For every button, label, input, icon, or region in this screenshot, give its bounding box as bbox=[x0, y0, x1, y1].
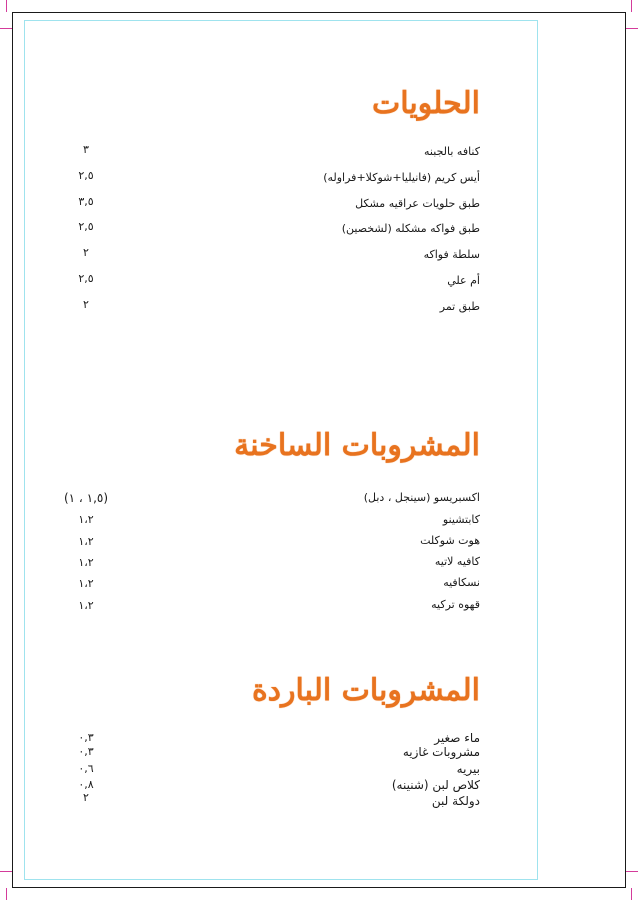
menu-item-price: ٠,٣ bbox=[78, 731, 94, 744]
menu-item-price: ٢,٥ bbox=[78, 272, 94, 285]
section-title-desserts: الحلويات bbox=[371, 86, 480, 121]
menu-item-price: ٢ bbox=[83, 246, 89, 259]
menu-item-price: ١،٢ bbox=[78, 599, 94, 612]
menu-item-name: دولكة لبن bbox=[431, 794, 480, 808]
menu-item-name: كابتشينو bbox=[442, 513, 480, 526]
menu-item-price: (١,٥ ، ١) bbox=[63, 491, 109, 505]
crop-mark bbox=[6, 888, 7, 900]
menu-item-name: أيس كريم (فانيليا+شوكلا+فراوله) bbox=[323, 171, 480, 184]
menu-item-name: ماء صغير bbox=[434, 731, 480, 745]
crop-mark bbox=[626, 871, 638, 872]
menu-item-name: طبق فواكه مشكله (لشخصين) bbox=[341, 222, 480, 235]
menu-item-price: ٠,٦ bbox=[78, 762, 94, 775]
menu-item-price: ٢ bbox=[83, 791, 89, 804]
menu-item-price: ٢ bbox=[83, 298, 89, 311]
menu-item-price: ٣ bbox=[83, 143, 89, 156]
menu-item-name: قهوه تركيه bbox=[431, 598, 480, 611]
menu-item-name: كافيه لاتيه bbox=[434, 555, 480, 568]
menu-item-name: كنافه بالجبنه bbox=[424, 145, 480, 158]
menu-item-price: ٠,٣ bbox=[78, 745, 94, 758]
crop-mark bbox=[626, 28, 638, 29]
menu-item-name: نسكافيه bbox=[443, 576, 480, 589]
menu-item-price: ٢,٥ bbox=[78, 220, 94, 233]
crop-mark bbox=[0, 871, 12, 872]
menu-item-name: سلطة فواكه bbox=[423, 248, 480, 261]
crop-mark bbox=[0, 28, 12, 29]
menu-item-price: ١،٢ bbox=[78, 556, 94, 569]
crop-mark bbox=[631, 0, 632, 12]
menu-item-name: هوت شوكلت bbox=[420, 534, 480, 547]
crop-mark bbox=[6, 0, 7, 12]
menu-item-name: كلاص لبن (شنينه) bbox=[391, 778, 480, 792]
menu-item-price: ١،٢ bbox=[78, 513, 94, 526]
menu-item-name: اكسبريسو (سينجل ، دبل) bbox=[363, 491, 480, 504]
menu-item-name: طبق تمر bbox=[439, 300, 480, 313]
section-title-hot-drinks: المشروبات الساخنة bbox=[234, 428, 480, 463]
menu-item-price: ٠,٨ bbox=[78, 778, 94, 791]
menu-item-name: أم علي bbox=[447, 274, 480, 287]
menu-item-price: ٣,٥ bbox=[78, 195, 94, 208]
section-title-cold-drinks: المشروبات الباردة bbox=[251, 673, 480, 708]
menu-item-name: طبق حلويات عراقيه مشكل bbox=[355, 197, 480, 210]
menu-item-price: ١،٢ bbox=[78, 535, 94, 548]
crop-mark bbox=[631, 888, 632, 900]
menu-item-price: ١،٢ bbox=[78, 577, 94, 590]
menu-item-price: ٢,٥ bbox=[78, 169, 94, 182]
menu-item-name: بيريه bbox=[456, 762, 480, 776]
menu-item-name: مشروبات غازيه bbox=[402, 745, 480, 759]
